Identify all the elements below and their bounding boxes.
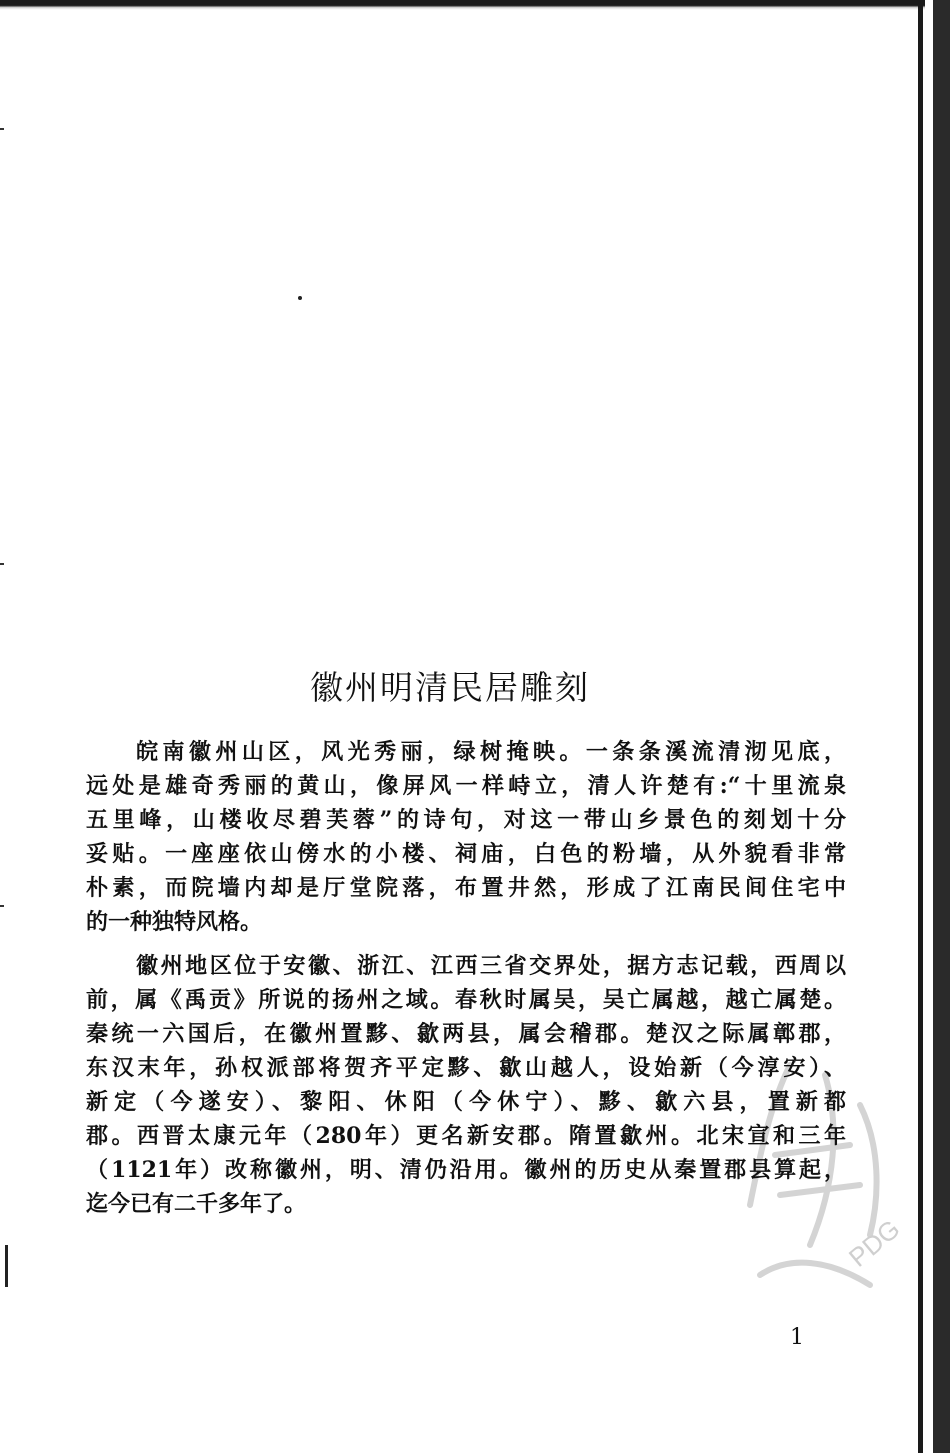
page-title: 徽州明清民居雕刻	[310, 668, 590, 707]
body-text	[86, 735, 846, 1231]
paragraph-2	[86, 949, 846, 1221]
text-line: 远处是雄奇秀丽的黄山，像屏风一样峙立，清人许楚有:“十里流泉	[86, 773, 846, 799]
text-line: 的一种独特风格。	[86, 909, 263, 935]
text-line: 五里峰，山楼收尽碧芙蓉”的诗句，对这一带山乡景色的刻划十分	[86, 807, 846, 833]
text-line: 迄今已有二千多年了。	[86, 1191, 307, 1217]
scan-left-mark	[0, 905, 4, 907]
text-line: （1121年）改称徽州，明、清仍沿用。徽州的历史从秦置郡县算起，	[86, 1157, 846, 1183]
text-line: 新定（今遂安）、黎阳、休阳（今休宁）、黟、歙六县，置新都	[86, 1089, 846, 1115]
scan-top-border	[0, 0, 925, 10]
scan-left-mark	[0, 128, 4, 130]
text-line: 东汉末年，孙权派部将贺齐平定黟、歙山越人，设始新（今淳安）、	[86, 1055, 846, 1081]
text-line: 秦统一六国后，在徽州置黟、歙两县，属会稽郡。楚汉之际属鄣郡，	[86, 1021, 846, 1047]
watermark-text: PDG	[842, 1213, 906, 1273]
scan-speck	[298, 296, 302, 300]
paragraph-1	[86, 735, 846, 939]
text-line: 郡。西晋太康元年（280年）更名新安郡。隋置歙州。北宋宣和三年	[86, 1123, 846, 1149]
text-line: 皖南徽州山区，风光秀丽，绿树掩映。一条条溪流清沏见底，	[136, 739, 846, 765]
text-line: 妥贴。一座座依山傍水的小楼、祠庙，白色的粉墙，从外貌看非常	[86, 841, 846, 867]
scan-right-strip	[933, 0, 950, 1453]
scan-left-bar	[5, 1245, 8, 1287]
text-line: 朴素，而院墙内却是厅堂院落，布置井然，形成了江南民间住宅中	[86, 875, 846, 901]
scan-right-border	[918, 0, 923, 1453]
page-number: 1	[790, 1325, 804, 1350]
text-line: 徽州地区位于安徽、浙江、江西三省交界处，据方志记载，西周以	[136, 953, 846, 979]
scan-left-mark	[0, 563, 4, 565]
text-line: 前，属《禹贡》所说的扬州之域。春秋时属吴，吴亡属越，越亡属楚。	[86, 987, 846, 1013]
